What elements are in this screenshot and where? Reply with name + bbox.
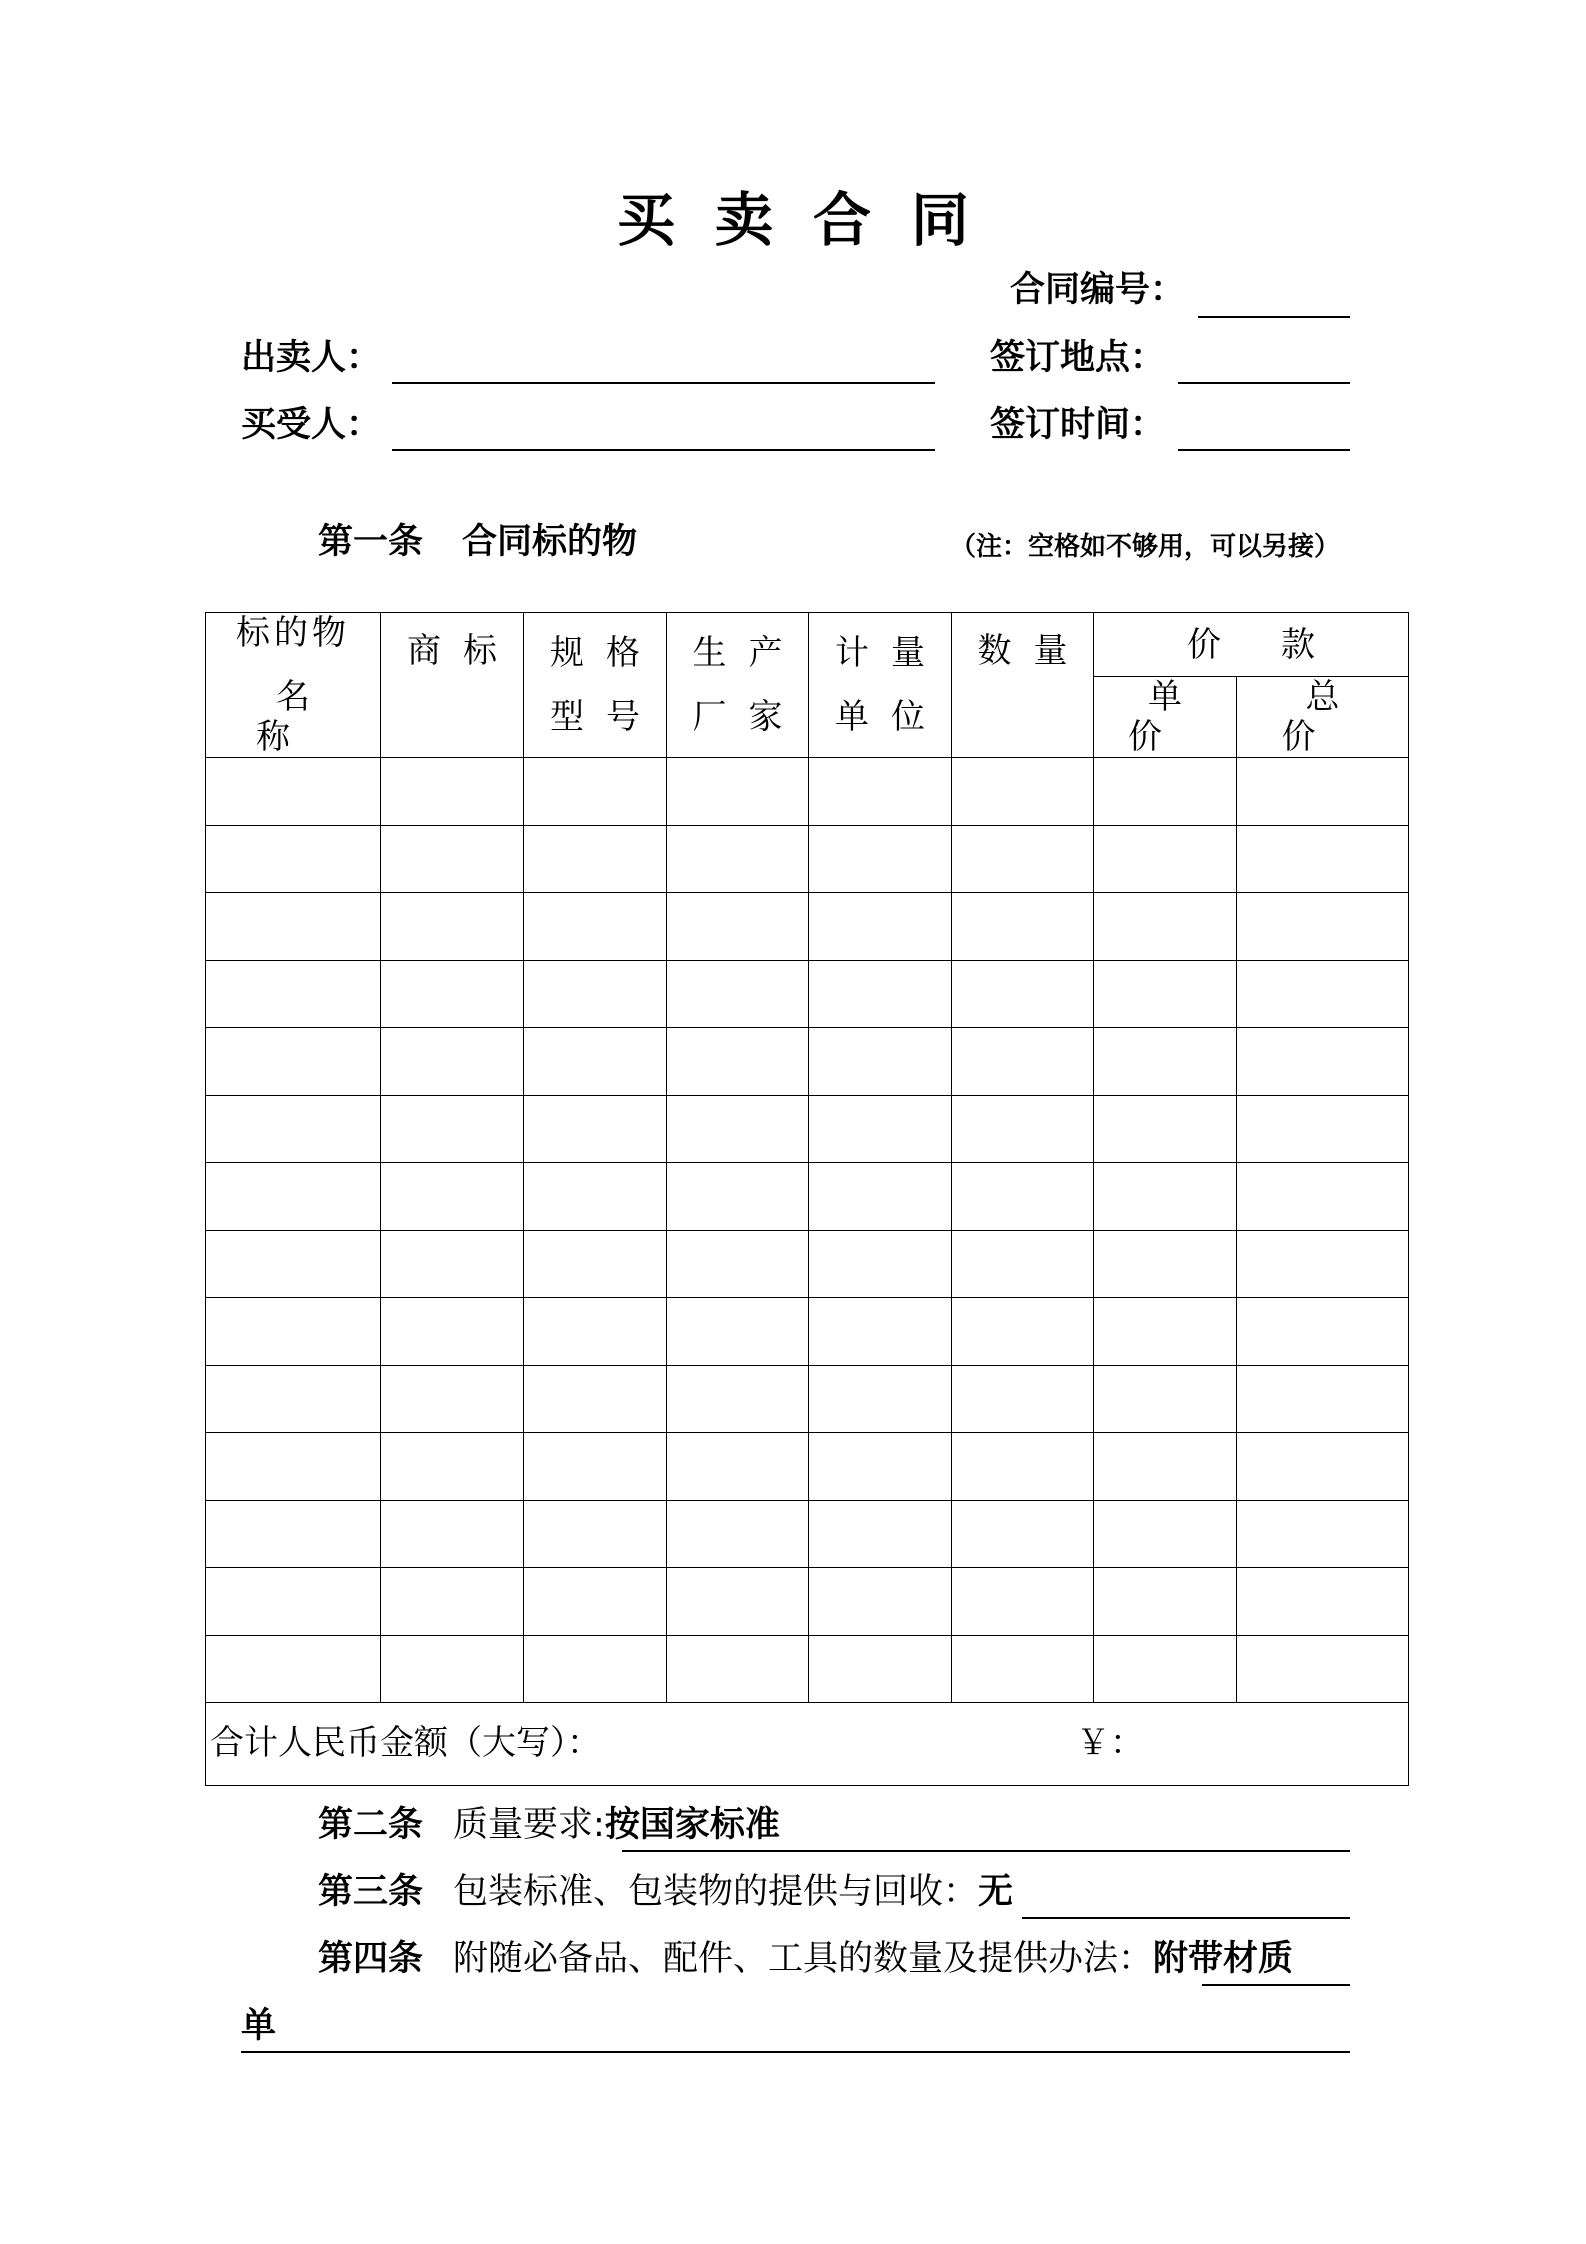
sign-time-field[interactable]	[1178, 449, 1350, 451]
contract-no-field[interactable]	[1198, 316, 1350, 318]
table-row	[206, 1298, 1409, 1366]
table-row	[206, 1635, 1409, 1703]
header-unit	[809, 613, 952, 758]
article3-heading: 第三条	[318, 1872, 424, 1912]
total-amount-label: 合计人民币金额（大写）：	[210, 1723, 601, 1763]
table-row	[206, 960, 1409, 1028]
table-row	[206, 825, 1409, 893]
article2-heading: 第二条	[318, 1805, 424, 1845]
table-row	[206, 1568, 1409, 1636]
header-unit-line1: 计量	[835, 633, 947, 673]
header-name-line2: 名称	[256, 677, 350, 757]
goods-table	[205, 612, 1409, 1786]
buyer-field[interactable]	[392, 449, 935, 451]
sign-place-label: 签订地点：	[990, 338, 1166, 378]
contract-no-label: 合同编号：	[1010, 270, 1186, 310]
seller-field[interactable]	[392, 382, 935, 384]
table-row	[206, 1163, 1409, 1231]
article2-underline	[622, 1850, 1350, 1852]
table-row	[206, 1433, 1409, 1501]
total-row	[206, 1703, 1409, 1786]
header-spec	[524, 613, 667, 758]
article3	[318, 1870, 1013, 1914]
article4-line2	[241, 2004, 276, 2048]
total-cell[interactable]	[206, 1703, 1409, 1786]
article4-underline-1	[1202, 1984, 1350, 1986]
seller-label: 出卖人：	[241, 338, 382, 378]
header-price: 价款	[1094, 613, 1409, 677]
article2-value[interactable]: 按国家标准	[604, 1805, 780, 1845]
header-maker	[667, 613, 809, 758]
header-total-price: 总价	[1237, 677, 1409, 758]
table-row	[206, 1500, 1409, 1568]
table-row	[206, 893, 1409, 961]
article3-underline	[1022, 1917, 1350, 1919]
header-maker-line2: 厂家	[692, 697, 805, 737]
table-row	[206, 1028, 1409, 1096]
article1-title: 合同标的物	[462, 522, 638, 562]
table-row	[206, 758, 1409, 826]
table-row	[206, 1230, 1409, 1298]
header-name-line1: 标的物	[236, 613, 350, 653]
article2-text: 质量要求:	[453, 1805, 605, 1845]
buyer-label: 买受人：	[241, 405, 382, 445]
article1-heading: 第一条	[318, 522, 424, 562]
article4-text: 附随必备品、配件、工具的数量及提供办法：	[453, 1939, 1154, 1979]
header-qty: 数量	[952, 613, 1094, 758]
header-brand: 商标	[381, 613, 524, 758]
article1-note: （注：空格如不够用，可以另接）	[950, 532, 1341, 562]
article2	[318, 1803, 780, 1847]
header-name	[206, 613, 381, 758]
table-row	[206, 1095, 1409, 1163]
header-maker-line1: 生产	[692, 633, 805, 673]
article4-value-line2[interactable]: 单	[241, 2006, 277, 2046]
article4-underline-2	[241, 2051, 1350, 2053]
article4-value-line1[interactable]: 附带材质	[1153, 1939, 1294, 1979]
table-row	[206, 1365, 1409, 1433]
total-yen-label: ￥：	[1076, 1723, 1144, 1763]
header-spec-line2: 型号	[550, 697, 662, 737]
article4-heading: 第四条	[318, 1939, 424, 1979]
article4	[318, 1937, 1293, 1981]
header-unit-price: 单价	[1094, 677, 1237, 758]
header-unit-line2: 单位	[835, 697, 947, 737]
header-spec-line1: 规格	[550, 633, 662, 673]
sign-time-label: 签订时间：	[990, 405, 1166, 445]
article3-text: 包装标准、包装物的提供与回收：	[453, 1872, 979, 1912]
sign-place-field[interactable]	[1178, 382, 1350, 384]
article3-value[interactable]: 无	[978, 1872, 1014, 1912]
document-title: 买卖合同	[616, 186, 1009, 254]
